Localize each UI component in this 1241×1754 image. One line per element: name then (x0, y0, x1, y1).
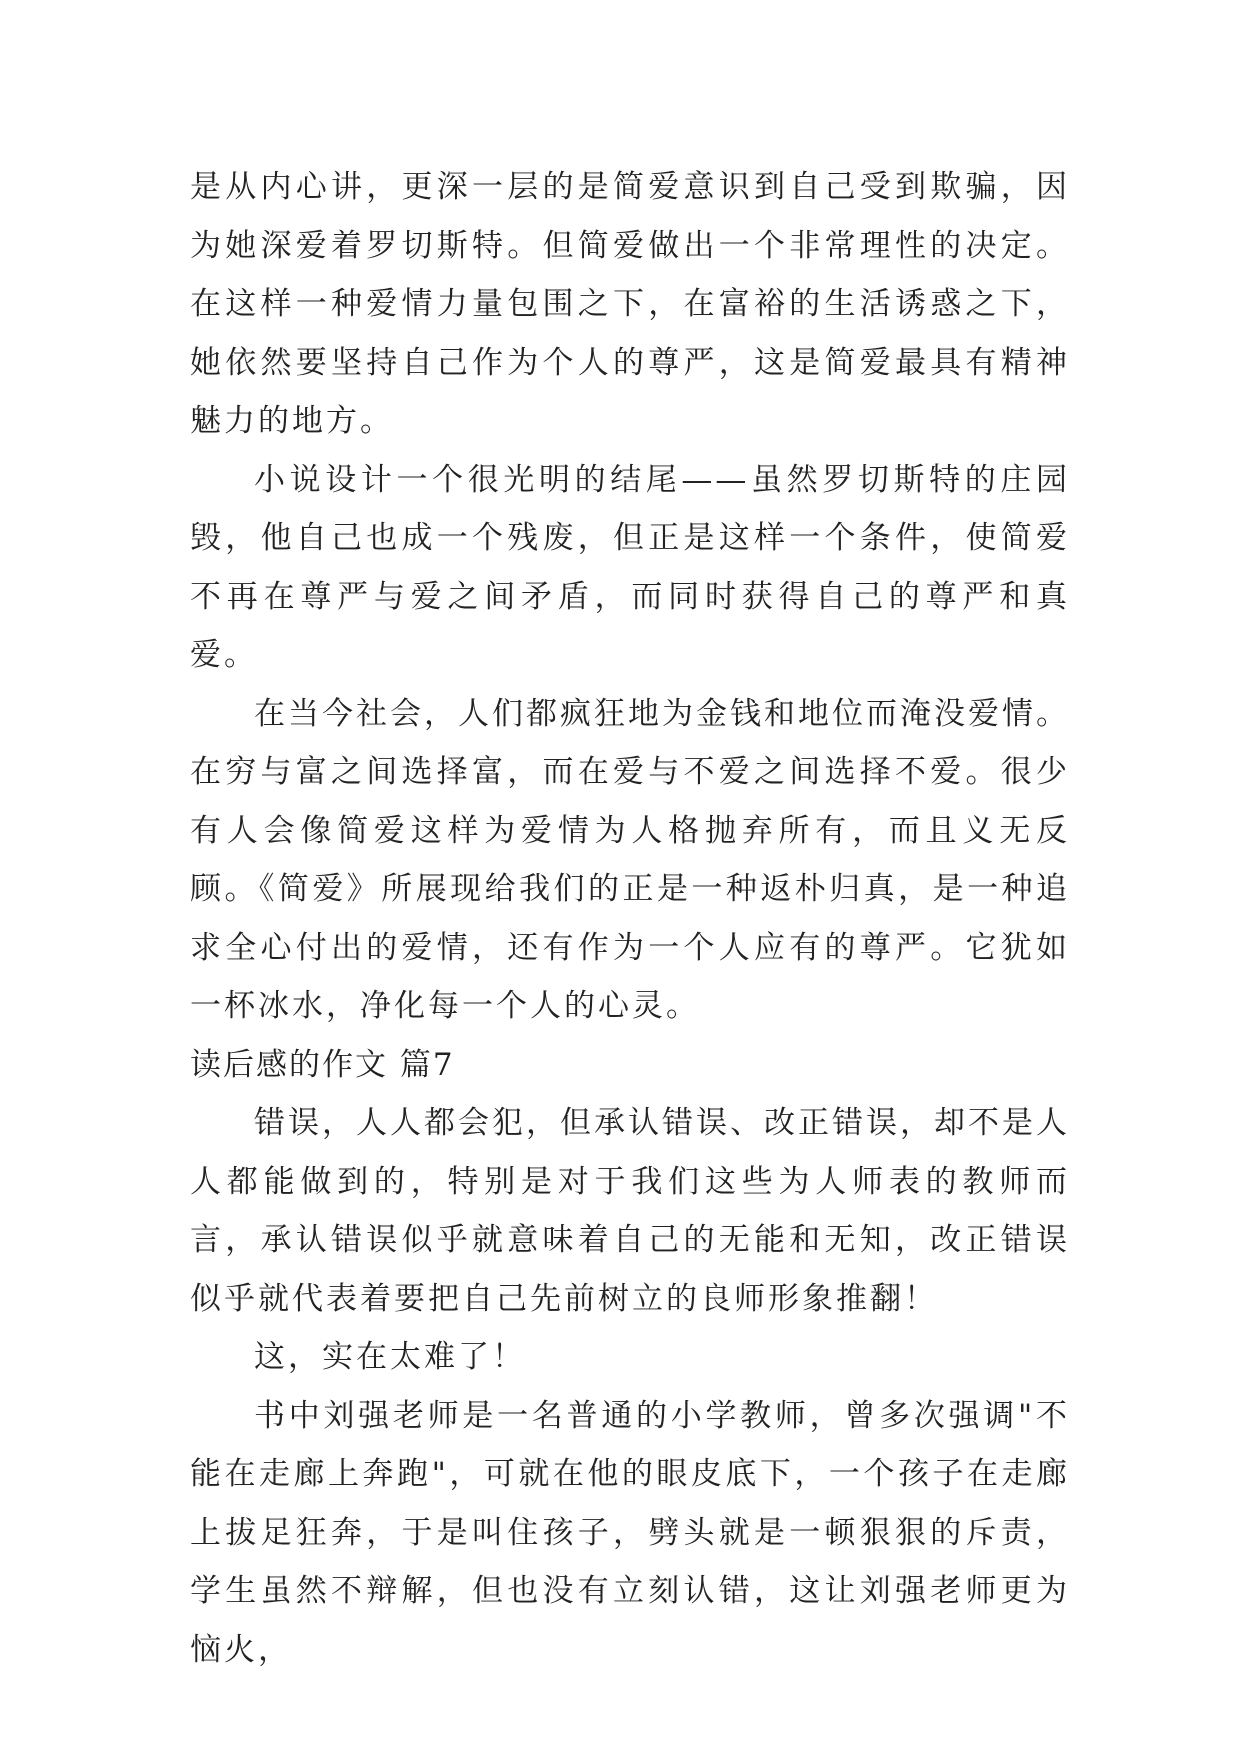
section-heading: 读后感的作文 篇7 (190, 1046, 455, 1083)
document-body (190, 158, 1070, 1679)
paragraph-mistakes: 错误，人人都会犯，但承认错误、改正错误，却不是人人都能做到的，特别是对于我们这些为人师表的教师而言，承认错误似乎就意味着自己的无能和无知，改正错误似乎就代表着要把自己先前树立的良师形象推翻！ (190, 1105, 1070, 1317)
paragraph-society: 在当今社会，人们都疯狂地为金钱和地位而淹没爱情。在穷与富之间选择富，而在爱与不爱之间选择不爱。很少有人会像简爱这样为爱情为人格抛弃所有，而且义无反顾。《简爱》所展现给我们的正是一种返朴归真，是一种追求全心付出的爱情，还有作为一个人应有的尊严。它犹如一杯冰水，净化每一个人的心灵。 (190, 695, 1070, 1024)
paragraph-continuation: 是从内心讲，更深一层的是简爱意识到自己受到欺骗，因为她深爱着罗切斯特。但简爱做出一个非常理性的决定。在这样一种爱情力量包围之下，在富裕的生活诱惑之下，她依然要坚持自己作为个人的尊严，这是简爱最具有精神魅力的地方。 (190, 169, 1070, 439)
paragraph-ending: 小说设计一个很光明的结尾——虽然罗切斯特的庄园毁，他自己也成一个残废，但正是这样一个条件，使简爱不再在尊严与爱之间矛盾，而同时获得自己的尊严和真爱。 (190, 461, 1070, 673)
paragraph-too-hard: 这，实在太难了！ (254, 1339, 526, 1375)
paragraph-teacher-story: 书中刘强老师是一名普通的小学教师，曾多次强调"不能在走廊上奔跑"，可就在他的眼皮底下，一个孩子在走廊上拔足狂奔，于是叫住孩子，劈头就是一顿狠狠的斥责，学生虽然不辩解，但也没有立刻认错，这让刘强老师更为恼火， (190, 1397, 1070, 1668)
